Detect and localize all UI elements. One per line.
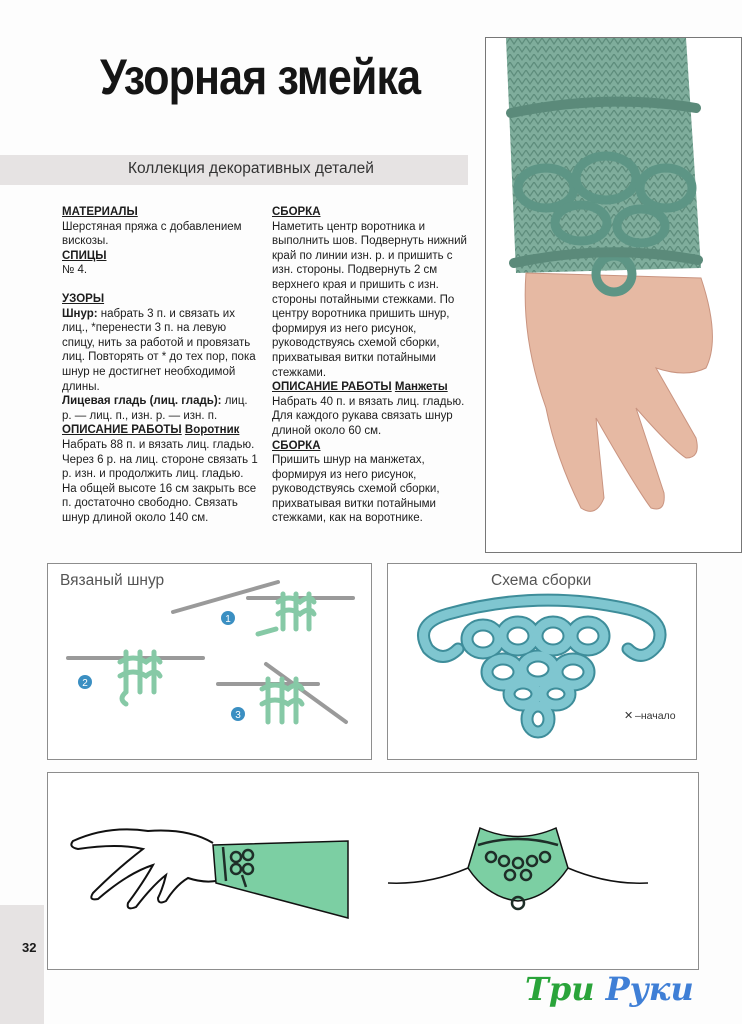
collar-text: Набрать 88 п. и вязать лиц. гладью. Через 6 р. на лиц. стороне связать 1 р. изн. и продолжить лиц. гладью. На общей высоте 16 см закрыть все п. достаточно свободно. Связать шнур длиной около 140 см. [62, 438, 258, 524]
step-badge-1: 1 [225, 614, 231, 625]
collar-desc-heading: ОПИСАНИЕ РАБОТЫ [62, 424, 182, 437]
cuffs-heading [272, 380, 472, 395]
assembly2-text: Пришить шнур на манжетах, формируя из него рисунок, руководствуясь схемой сборки, прихватывая витки потайными стежками, как на воротнике. [272, 454, 440, 525]
watermark-word-2: Руки [605, 970, 694, 1008]
cord-paragraph [62, 307, 260, 395]
stockinette-label: Лицевая гладь (лиц. гладь): [62, 395, 222, 408]
cord-text: набрать 3 п. и связать их лиц., *перенести 3 п. на левую спицу, нить за работой и провязать лиц. Повторять от * до тех пор, пока шнур не достигнет необходимой длины. [62, 307, 256, 393]
knitted-cord-title: Вязаный шнур [60, 572, 165, 589]
patterns-heading: УЗОРЫ [62, 292, 105, 305]
assembly2-heading: СБОРКА [272, 439, 321, 452]
step-badge-2: 2 [82, 678, 88, 689]
start-label: –начало [635, 710, 676, 722]
text-column-1 [62, 205, 260, 525]
page-number: 32 [22, 940, 37, 955]
needles-heading: СПИЦЫ [62, 249, 107, 262]
garment-illustration [48, 773, 700, 971]
cuffs-desc-heading: ОПИСАНИЕ РАБОТЫ [272, 381, 392, 394]
page-title: Узорная змейка [100, 49, 421, 105]
assembly-heading: СБОРКА [272, 206, 321, 218]
step-badge-3: 3 [235, 710, 241, 721]
watermark-logo [525, 970, 694, 1008]
collar-item-name: Воротник [184, 424, 240, 437]
assembly-text: Наметить центр воротника и выполнить шов. Подвернуть нижний край по линии изн. р. и пришить с изн. стороны. Подвернуть 2 см верхнего края и пришить с изн. стороны потайными стежками. По центру воротника пришить шнур, формируя из него рисунок, руководствуясь схемой сборки, прихватывая витки потайными стежками. [272, 220, 467, 379]
knitted-cord-panel [47, 563, 372, 760]
assembly-scheme-panel [387, 563, 697, 760]
cord-label: Шнур: [62, 307, 98, 320]
cuff-photo [485, 37, 742, 553]
cuff-photo-drawing [486, 38, 742, 553]
stockinette-text: лиц. р. — лиц. п., изн. р. — изн. п. [62, 395, 248, 422]
stockinette-paragraph [62, 394, 260, 423]
cuffs-text: Набрать 40 п. и вязать лиц. гладью. Для каждого рукава связать шнур длиной около 60 см. [272, 395, 465, 437]
materials-heading: МАТЕРИАЛЫ [62, 206, 138, 218]
watermark-word-1: Три [525, 970, 595, 1008]
start-marker-symbol: ✕ [624, 710, 634, 722]
materials-text: Шерстяная пряжа с добавлением вискозы. [62, 220, 242, 248]
knitted-cord-illustration [48, 564, 373, 761]
page-number-strip [0, 905, 44, 1024]
needles-text: № 4. [62, 264, 88, 277]
cuffs-item-name: Манжеты [394, 381, 448, 394]
garment-illustration-panel [47, 772, 699, 970]
section-subtitle: Коллекция декоративных деталей [128, 160, 374, 177]
collar-heading [62, 423, 260, 438]
assembly-scheme-title: Схема сборки [491, 572, 592, 589]
text-column-2 [272, 205, 472, 526]
assembly-scheme-diagram [388, 564, 698, 761]
